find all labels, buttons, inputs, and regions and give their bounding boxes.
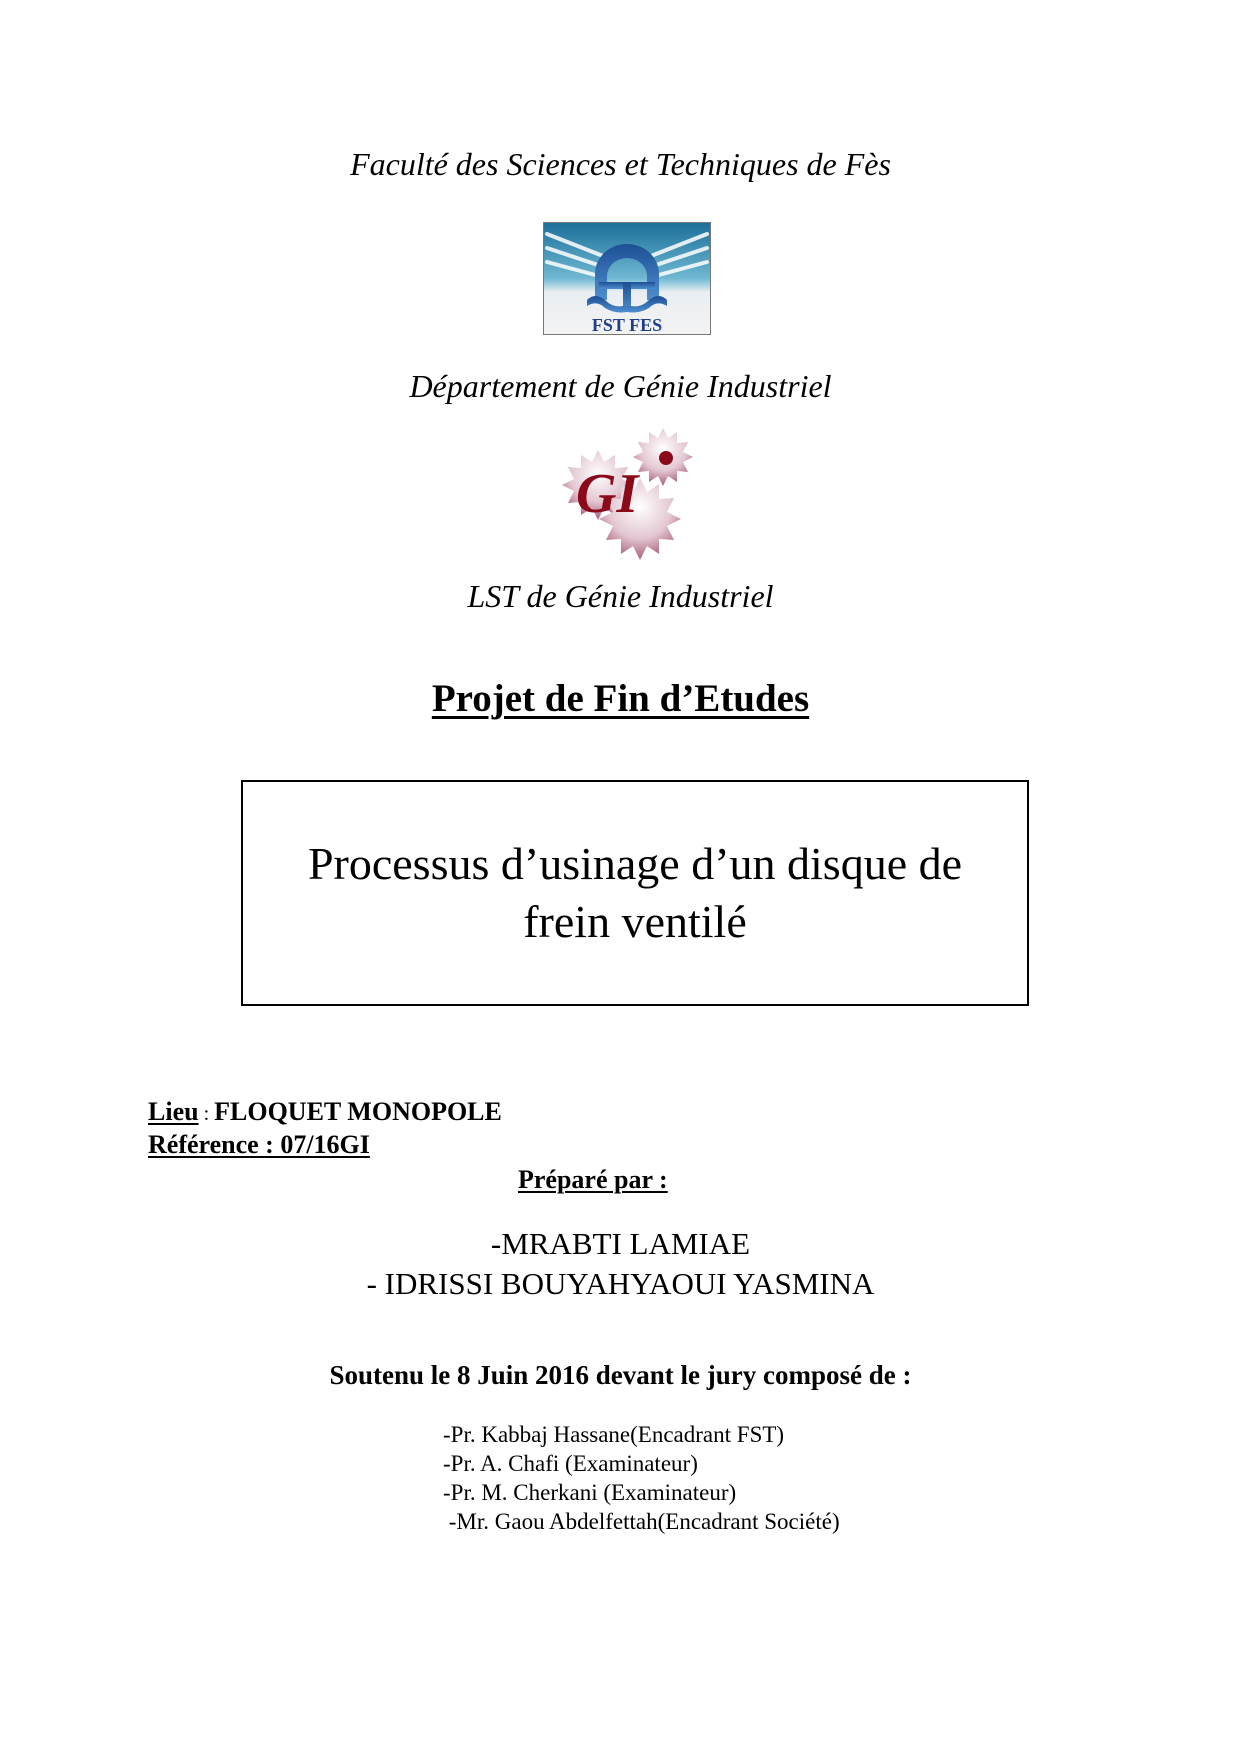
student-1: -MRABTI LAMIAE <box>490 1226 751 1261</box>
location-value: FLOQUET MONOPOLE <box>214 1097 502 1126</box>
svg-text:GI: GI <box>576 463 639 525</box>
jury-list <box>443 1420 840 1536</box>
location-label: Lieu <box>148 1097 199 1126</box>
document-type-title: Projet de Fin d’Etudes <box>431 677 810 720</box>
project-title-box <box>241 780 1029 1006</box>
jury-member: -Pr. A. Chafi (Examinateur) <box>443 1451 698 1476</box>
faculty-heading: Faculté des Sciences et Techniques de Fès <box>350 146 891 182</box>
defense-statement: Soutenu le 8 Juin 2016 devant le jury composé de : <box>329 1360 912 1390</box>
location-line <box>148 1097 502 1127</box>
gi-logo <box>558 424 703 564</box>
reference-line <box>148 1130 370 1160</box>
svg-text:FST FES: FST FES <box>591 315 663 335</box>
location-separator: : <box>198 1103 215 1125</box>
reference-text: Référence : 07/16GI <box>148 1130 370 1159</box>
program-heading: LST de Génie Industriel <box>467 578 774 614</box>
jury-member: -Pr. M. Cherkani (Examinateur) <box>443 1480 737 1505</box>
project-title <box>255 835 1015 951</box>
project-title-line-1: Processus d’usinage d’un disque de <box>307 838 963 889</box>
jury-member: -Pr. Kabbaj Hassane(Encadrant FST) <box>443 1422 785 1447</box>
prepared-by-label: Préparé par : <box>518 1165 668 1194</box>
jury-member: -Mr. Gaou Abdelfettah(Encadrant Société) <box>443 1509 840 1534</box>
project-title-line-2: frein ventilé <box>523 896 747 947</box>
fst-fes-logo <box>543 222 711 335</box>
fst-logo-graphic <box>543 222 711 335</box>
department-heading: Département de Génie Industriel <box>409 368 832 404</box>
gi-dot-icon <box>659 451 673 465</box>
gear-logo-graphic <box>558 424 703 564</box>
student-2: - IDRISSI BOUYAHYAOUI YASMINA <box>366 1266 875 1301</box>
